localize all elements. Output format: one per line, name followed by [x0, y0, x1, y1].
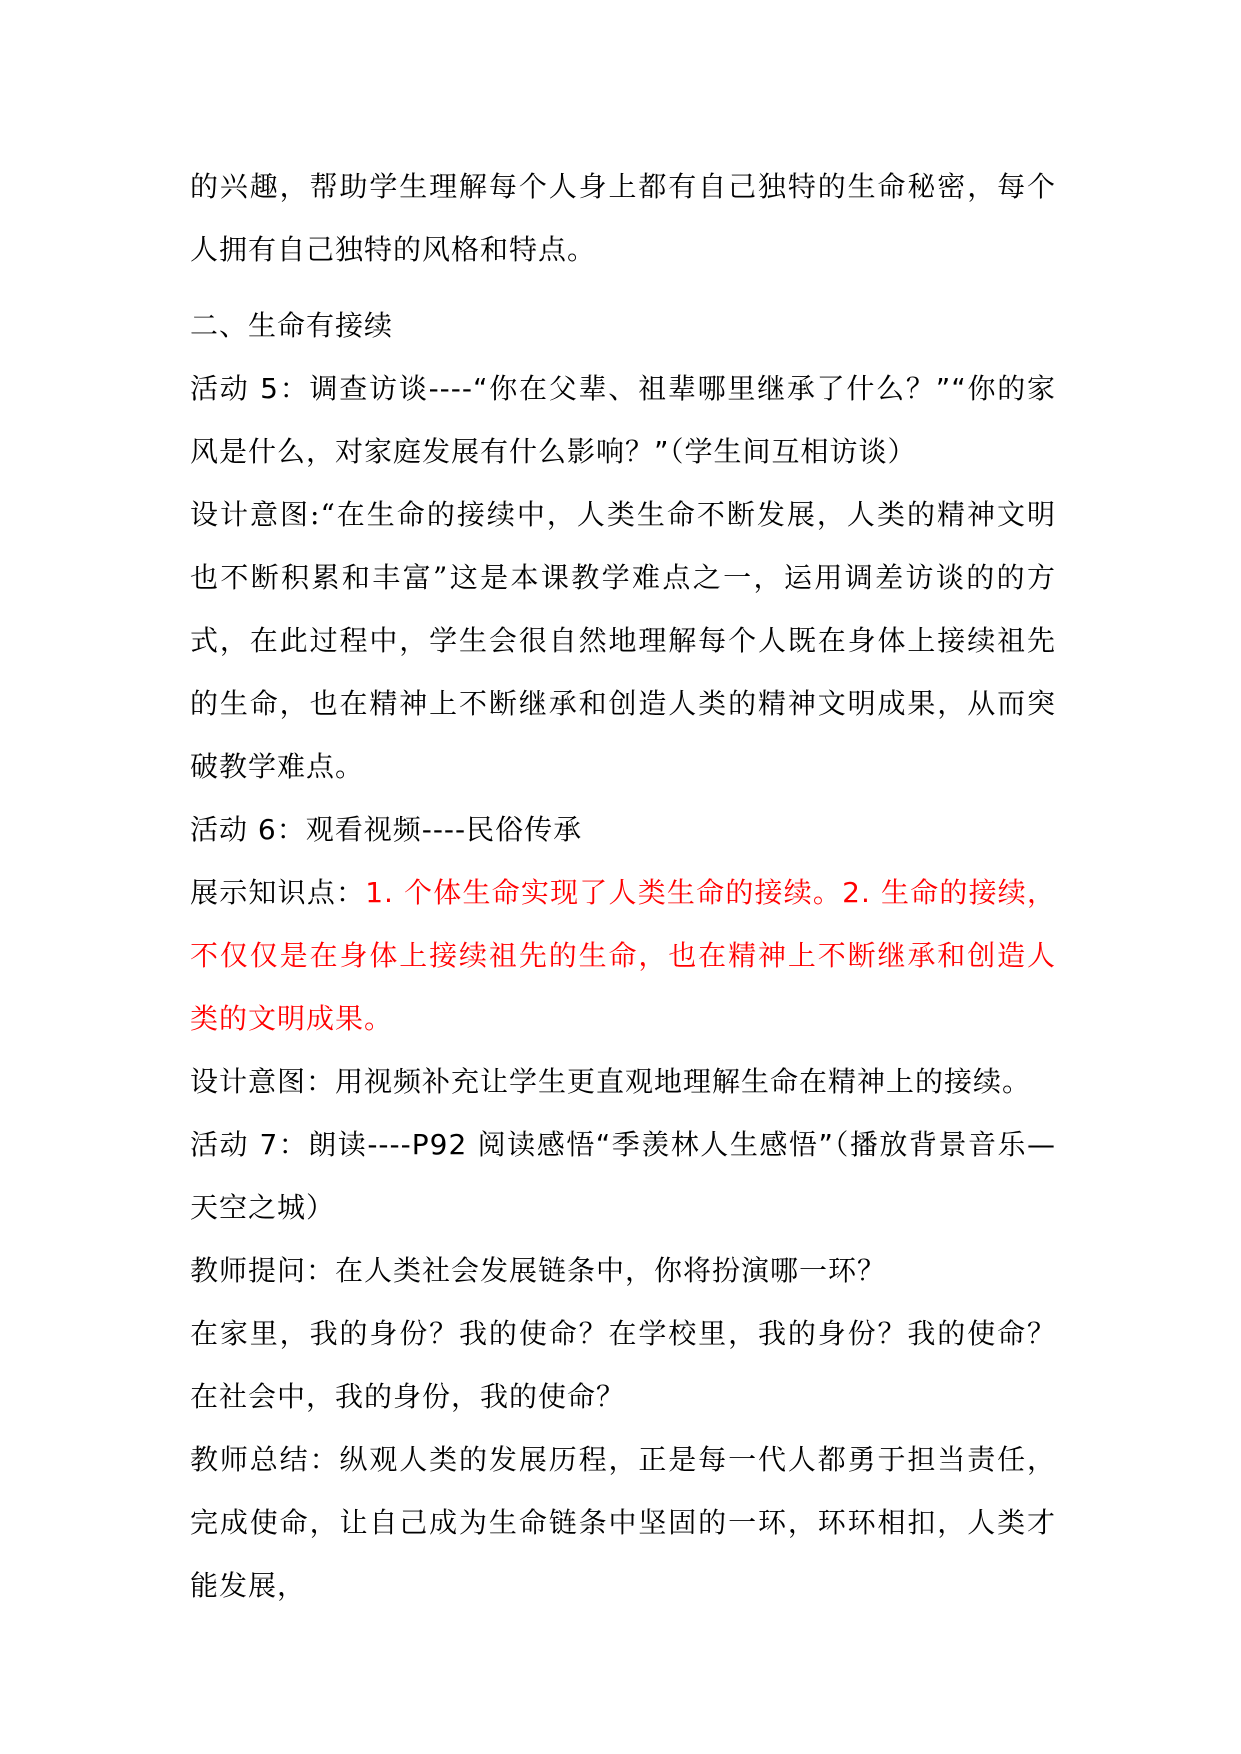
paragraph-activity-7: 活动 7：朗读----P92 阅读感悟“季羡林人生感悟”（播放背景音乐—天空之城） — [190, 1128, 1056, 1224]
paragraph-identity-mission: 在家里，我的身份？我的使命？在学校里，我的身份？我的使命？在社会中，我的身份，我的使命？ — [190, 1317, 1056, 1413]
paragraph-teacher-summary: 教师总结：纵观人类的发展历程，正是每一代人都勇于担当责任，完成使命，让自己成为生命链条中坚固的一环，环环相扣，人类才能发展， — [190, 1443, 1056, 1602]
main-content-block — [190, 294, 1056, 1617]
paragraph-design-intent-1: 设计意图:“在生命的接续中，人类生命不断发展，人类的精神文明也不断积累和丰富”这是本课教学难点之一，运用调差访谈的的方式，在此过程中，学生会很自然地理解每个人既在身体上接续祖先的生命，也在精神上不断继承和创造人类的精神文明成果，从而突破教学难点。 — [190, 498, 1056, 783]
paragraph-activity-5: 活动 5：调查访谈----“你在父辈、祖辈哪里继承了什么？”“你的家风是什么，对家庭发展有什么影响？”（学生间互相访谈） — [190, 372, 1056, 468]
paragraph-interest: 的兴趣，帮助学生理解每个人身上都有自己独特的生命秘密，每个人拥有自己独特的风格和特点。 — [190, 170, 1056, 266]
knowledge-highlight-text: 1. 个体生命实现了人类生命的接续。2. 生命的接续，不仅仅是在身体上接续祖先的生命，也在精神上不断继承和创造人类的文明成果。 — [190, 876, 1056, 1035]
section-heading-life-continuation: 二、生命有接续 — [190, 309, 394, 342]
intro-paragraph-block — [190, 155, 1056, 281]
paragraph-activity-6: 活动 6：观看视频----民俗传承 — [190, 813, 583, 846]
paragraph-design-intent-2: 设计意图：用视频补充让学生更直观地理解生命在精神上的接续。 — [190, 1065, 1032, 1098]
knowledge-label: 展示知识点： — [190, 876, 366, 909]
paragraph-teacher-question: 教师提问：在人类社会发展链条中，你将扮演哪一环？ — [190, 1254, 887, 1287]
paragraph-knowledge-points — [190, 861, 1056, 1050]
